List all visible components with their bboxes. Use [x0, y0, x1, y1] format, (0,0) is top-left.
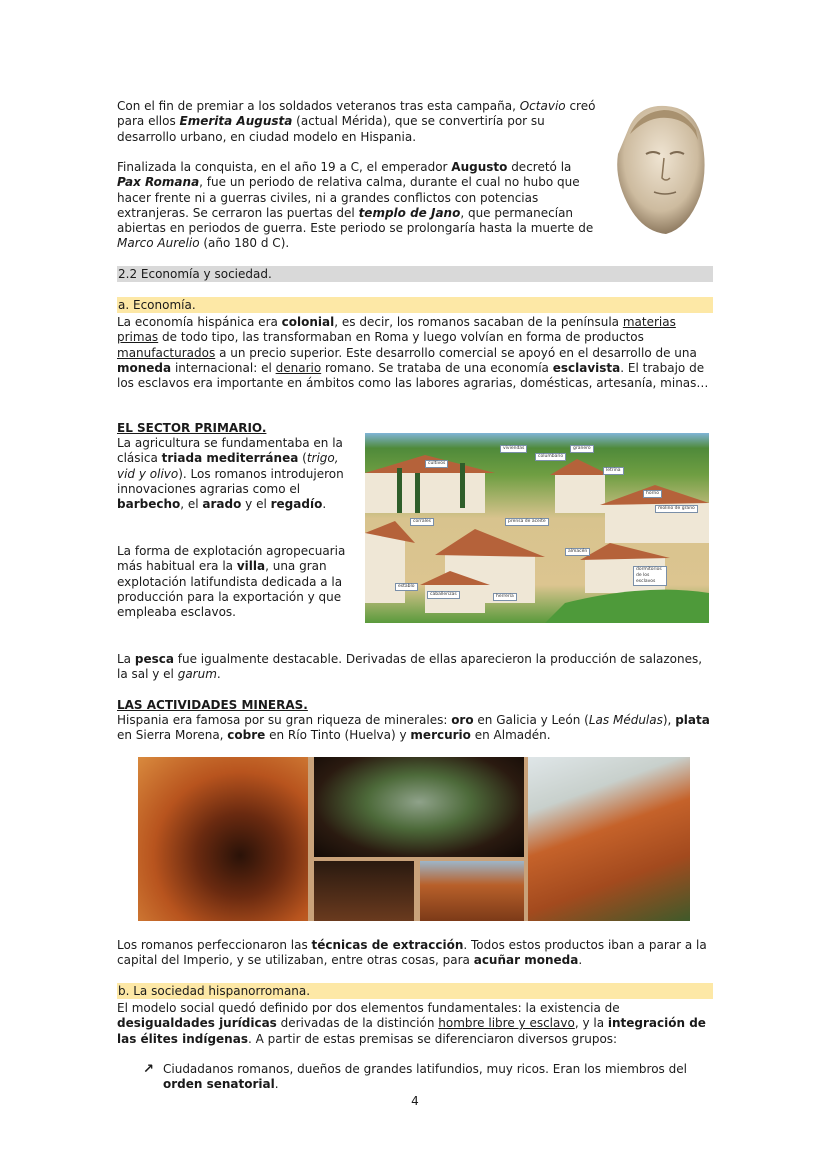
text-run: derivadas de la distinción: [276, 1016, 439, 1031]
text-run: fue igualmente destacable. Derivadas de ellas aparecieron la producción de salazones, la sal y el: [117, 652, 703, 682]
text-run: en Sierra Morena,: [117, 728, 228, 743]
subsection-heading-sociedad: b. La sociedad hispanorromana.: [117, 983, 713, 999]
text-run: desigualdades jurídicas: [117, 1016, 277, 1031]
text-run: La: [117, 652, 135, 666]
text-run: Con el fin de premiar a los soldados veteranos tras esta campaña,: [117, 99, 520, 113]
text-run: La agricultura se fundamentaba en la clásica: [117, 436, 343, 466]
text-run: Ciudadanos romanos, dueños de grandes latifundios, muy ricos. Eran los miembros del: [163, 1062, 687, 1076]
paragraph-agricultura: [117, 436, 353, 512]
text-run: internacional: el: [171, 360, 276, 375]
text-run: de todo tipo, las transformaban en Roma y luego volvían en forma de productos: [158, 330, 644, 345]
villa-label: prensa de aceite: [505, 518, 549, 526]
paragraph-villa: [117, 544, 353, 620]
villa-label: caballerizas: [427, 591, 460, 599]
text-run: Emerita Augusta: [179, 114, 293, 129]
text-run: ),: [662, 713, 676, 727]
text-run: , el: [180, 497, 203, 512]
text-run: templo de Jano: [358, 205, 461, 220]
text-run: Pax Romana: [117, 175, 200, 190]
text-run: integración de las élites indígenas: [117, 1016, 706, 1046]
text-run: .: [322, 497, 327, 512]
heading-sector-primario: EL SECTOR PRIMARIO.: [117, 421, 267, 435]
text-run: , que permanecían abiertas en periodos de guerra. Este periodo se prolongaría hasta la muerte de: [117, 205, 594, 236]
text-run: en Galicia y León (: [473, 713, 589, 727]
text-run: Hispania era famosa por su gran riqueza de minerales:: [117, 713, 452, 727]
text-run: .: [274, 1077, 279, 1092]
text-run: materias primas: [117, 315, 676, 345]
heading-actividades-mineras: LAS ACTIVIDADES MINERAS.: [117, 698, 308, 712]
las-medulas-photo-collage: [138, 757, 690, 921]
medulas-peaks-photo: [528, 757, 690, 921]
text-run: garum: [177, 667, 217, 682]
text-run: arado: [202, 497, 242, 512]
section-heading-economia-sociedad: 2.2 Economía y sociedad.: [117, 266, 713, 282]
text-run: , es decir, los romanos sacaban de la península: [334, 315, 623, 329]
text-run: y el: [241, 497, 271, 512]
text-run: (año 180 d C).: [199, 236, 290, 251]
cave-photo: [138, 757, 308, 921]
paragraph-economia: [117, 315, 713, 391]
villa-label: letrina: [603, 467, 624, 475]
text-run: técnicas de extracción: [311, 938, 464, 952]
paragraph-tecnicas: [117, 938, 713, 969]
villa-label: almacén: [565, 548, 590, 556]
text-run: triada mediterránea: [161, 451, 299, 466]
list-item: [143, 1062, 703, 1093]
text-run: orden senatorial: [163, 1077, 275, 1092]
villa-label: dormitorios de los esclavos: [633, 566, 667, 586]
text-run: ). Los romanos introdujeron innovaciones agrarias como el: [117, 466, 344, 496]
text-run: .: [216, 667, 221, 682]
text-run: Marco Aurelio: [117, 236, 200, 251]
text-run: decretó la: [507, 160, 572, 174]
text-run: . El trabajo de los esclavos era importante en ámbitos como las labores agrarias, domésticas, artesanía, minas…: [117, 360, 709, 391]
text-run: denario: [275, 360, 322, 375]
text-run: Las Médulas: [588, 713, 663, 727]
text-run: hombre libre y esclavo: [438, 1016, 575, 1031]
villa-label: establo: [395, 583, 418, 591]
villa-label: horno: [643, 490, 662, 498]
text-run: (: [298, 451, 307, 466]
text-run: oro: [451, 713, 474, 727]
text-run: La economía hispánica era: [117, 315, 282, 329]
text-run: manufacturados: [117, 345, 216, 360]
text-run: . Todos estos productos iban a parar a la capital del Imperio, y se utilizaban, entre otras cosas, para: [117, 938, 707, 968]
subsection-heading-economia: a. Economía.: [117, 297, 713, 313]
text-run: , y la: [574, 1016, 608, 1031]
text-run: a un precio superior. Este desarrollo comercial se apoyó en el desarrollo de una: [215, 345, 697, 360]
text-run: Finalizada la conquista, en el año 19 a C, el emperador: [117, 160, 452, 174]
text-run: .: [578, 953, 583, 968]
red-hills-photo: [420, 861, 524, 921]
text-run: trigo, vid y olivo: [117, 451, 339, 481]
text-run: . A partir de estas premisas se diferenciaron diversos grupos:: [247, 1031, 618, 1046]
bullet-text-ciudadanos: [163, 1062, 703, 1093]
text-run: cobre: [227, 728, 266, 743]
text-run: pesca: [134, 652, 174, 666]
roman-villa-illustration: [365, 433, 709, 623]
villa-label: herrería: [493, 593, 517, 601]
villa-label: granero: [570, 445, 594, 453]
paragraph-pesca: [117, 652, 713, 683]
viewpoint-photo: [314, 757, 524, 857]
rock-detail-photo: [314, 861, 414, 921]
text-run: Octavio: [519, 99, 566, 113]
text-run: colonial: [281, 315, 335, 329]
text-run: moneda: [117, 360, 172, 375]
villa-label: corrales: [410, 518, 434, 526]
text-run: , una gran explotación latifundista dedicada a la producción para la exportación y que empleaba esclavos.: [117, 559, 343, 620]
text-run: regadío: [270, 497, 323, 512]
paragraph-emerita: [117, 99, 597, 145]
text-run: La forma de explotación agropecuaria más habitual era la: [117, 544, 346, 574]
text-run: El modelo social quedó definido por dos elementos fundamentales: la existencia de: [117, 1001, 620, 1015]
text-run: esclavista: [552, 360, 621, 375]
text-run: (actual Mérida), que se convertiría por su desarrollo urbano, en ciudad modelo en Hispania.: [117, 114, 545, 144]
paragraph-pax-romana: [117, 160, 599, 252]
text-run: plata: [675, 713, 710, 727]
text-run: , fue un periodo de relativa calma, durante el cual no hubo que hacer frente ni a guerras civiles, ni a grandes conflictos con potencias extranjeras. Se cerraron las puertas del: [117, 175, 580, 220]
villa-label: molino de grano: [655, 505, 698, 513]
text-run: romano. Se trataba de una economía: [321, 360, 553, 375]
paragraph-minerales: [117, 713, 713, 744]
arrow-bullet-icon: ↗: [143, 1062, 154, 1077]
text-run: mercurio: [410, 728, 471, 743]
text-run: creó para ellos: [117, 99, 596, 129]
villa-label: columbario: [535, 453, 566, 461]
paragraph-sociedad: [117, 1001, 713, 1047]
augustus-bust-image: [608, 100, 712, 236]
villa-label: cultivos: [425, 460, 448, 468]
villa-label: viviendas: [500, 445, 527, 453]
text-run: en Almadén.: [470, 728, 551, 743]
text-run: villa: [236, 559, 266, 574]
text-run: Los romanos perfeccionaron las: [117, 938, 312, 952]
text-run: Augusto: [451, 160, 508, 174]
page-number: 4: [411, 1094, 419, 1108]
text-run: acuñar moneda: [473, 953, 579, 968]
text-run: barbecho: [117, 497, 181, 512]
text-run: en Río Tinto (Huelva) y: [265, 728, 411, 743]
